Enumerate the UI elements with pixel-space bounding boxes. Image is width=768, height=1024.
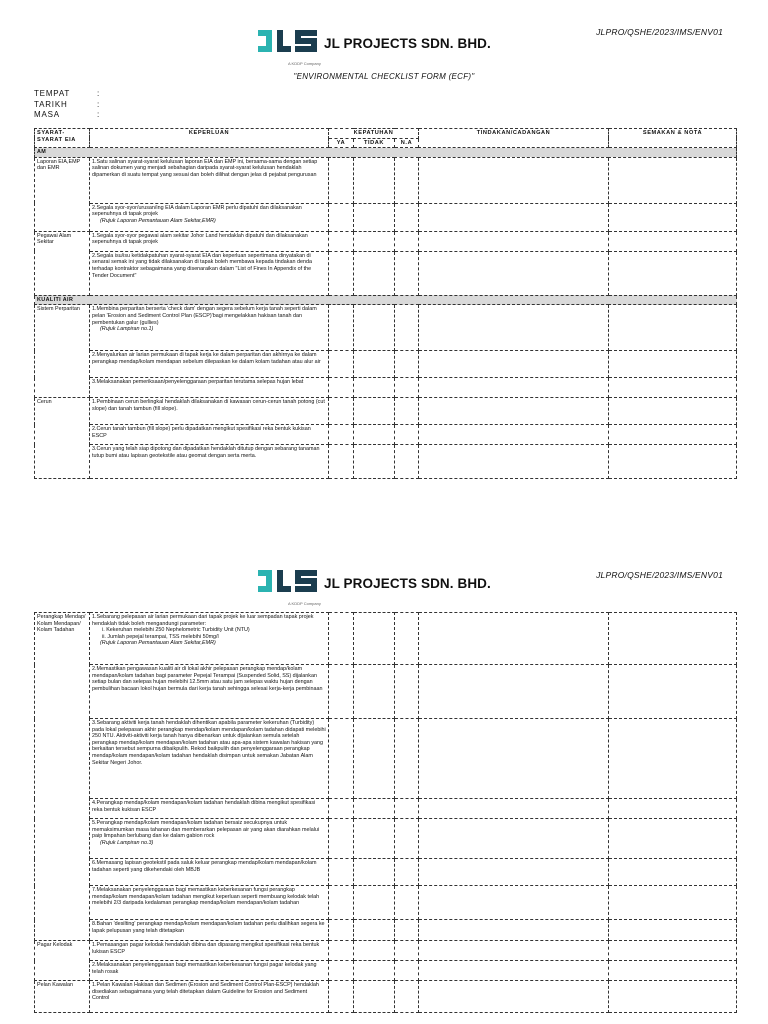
ya-cell[interactable] [329, 231, 354, 251]
section-label: KUALITI AIR [35, 295, 737, 305]
table-row [35, 665, 737, 719]
tidak-cell[interactable] [354, 961, 395, 981]
company-logo [258, 570, 491, 596]
ya-cell[interactable] [329, 251, 354, 295]
semakan-cell[interactable] [609, 859, 737, 886]
tindakan-cell[interactable] [419, 799, 609, 819]
meta-sep: : [97, 110, 101, 119]
form-title: "ENVIRONMENTAL CHECKLIST FORM (ECF)" [293, 72, 475, 81]
company-tagline: A KDDP Company [288, 601, 321, 606]
tindakan-cell[interactable] [419, 378, 609, 398]
requirement-cell: 8.Bahan 'desilting' perangkap mendap/kolam mendapan/kolam tadahan perlu dialihkan segera ke lapak pelupusan yang telah ditetapkan [90, 920, 329, 941]
na-cell[interactable] [395, 799, 419, 819]
ya-cell[interactable] [329, 941, 354, 961]
na-cell[interactable] [395, 251, 419, 295]
company-logo [258, 30, 491, 56]
table-row [35, 157, 737, 203]
document-code: JLPRO/QSHE/2023/IMS/ENV01 [596, 27, 723, 37]
requirement-cell: 2.Cerun tanah tambun (fill slope) perlu dipadatkan mengikut spesifikasi reka bentuk kukisan ESCP [90, 425, 329, 445]
category-cell: Laporan EIA,EMP dan EMR [35, 157, 90, 231]
ya-cell[interactable] [329, 305, 354, 351]
header-tidak: TIDAK [354, 138, 395, 148]
section-am [35, 148, 737, 158]
tindakan-cell[interactable] [419, 961, 609, 981]
semakan-cell[interactable] [609, 305, 737, 351]
tindakan-cell[interactable] [419, 859, 609, 886]
semakan-cell[interactable] [609, 425, 737, 445]
ya-cell[interactable] [329, 378, 354, 398]
table-row [35, 886, 737, 920]
table-row [35, 203, 737, 231]
company-name: JL PROJECTS SDN. BHD. [324, 575, 491, 591]
semakan-cell[interactable] [609, 351, 737, 378]
header-ya: YA [329, 138, 354, 148]
na-cell[interactable] [395, 719, 419, 799]
parameter-item: i. Kekeruhan melebihi 250 Nephelometric Turbidity Unit (NTU) [102, 627, 250, 634]
requirement-cell: 1.Satu salinan syarat-syarat kelulusan laporan EIA dan EMP ini, bersama-sama dengan setiap salinan dokumen yang menjadi sebahagian daripada syarat-syarat kelulusan hendaklah dipamerkan di suatu tempat yang sesuai dan boleh dilihat dengan jelas di pejabat pengurusan [90, 157, 329, 203]
tindakan-cell[interactable] [419, 351, 609, 378]
requirement-cell: 1.Pembinaan cerun berlingkal hendaklah dilaksanakan di kawasan cerun-cerun tanah potong (cut slope) dan tanah tambun (fill slope). [90, 398, 329, 425]
reference-note: (Rujuk Laporan Pemantauan Alam Sekitar,EMR) [100, 217, 216, 224]
tindakan-cell[interactable] [419, 819, 609, 859]
na-cell[interactable] [395, 613, 419, 665]
ya-cell[interactable] [329, 819, 354, 859]
header-na: N.A [395, 138, 419, 148]
section-label: AM [35, 148, 737, 158]
ya-cell[interactable] [329, 961, 354, 981]
requirement-cell: 6.Memasang lapisan geotekstil pada saluk keluar perangkap mendap/kolam mendapan/kolam tadahan seperti yang dikehendaki oleh MBJB [90, 859, 329, 886]
semakan-cell[interactable] [609, 665, 737, 719]
semakan-cell[interactable] [609, 613, 737, 665]
ya-cell[interactable] [329, 157, 354, 203]
semakan-cell[interactable] [609, 799, 737, 819]
meta-tarikh-label: TARIKH [34, 99, 68, 109]
tidak-cell[interactable] [354, 799, 395, 819]
table-row [35, 425, 737, 445]
semakan-cell[interactable] [609, 203, 737, 231]
semakan-cell[interactable] [609, 231, 737, 251]
ya-cell[interactable] [329, 398, 354, 425]
category-cell: Pelan Kawalan [35, 981, 90, 1013]
category-cell: Sistem Perparitan [35, 305, 90, 398]
na-cell[interactable] [395, 378, 419, 398]
na-cell[interactable] [395, 231, 419, 251]
table-row [35, 378, 737, 398]
tidak-cell[interactable] [354, 351, 395, 378]
tindakan-cell[interactable] [419, 886, 609, 920]
form-meta [34, 89, 100, 121]
table-row [35, 398, 737, 425]
ya-cell[interactable] [329, 886, 354, 920]
tidak-cell[interactable] [354, 613, 395, 665]
ya-cell[interactable] [329, 613, 354, 665]
ya-cell[interactable] [329, 445, 354, 479]
requirement-text: 2.Segala syor-syor/urusan/ing EIA dalam Laporan EMR perlu dipatuhi dan dilaksanakan sepenuhnya di tapak projek [92, 204, 302, 218]
tindakan-cell[interactable] [419, 665, 609, 719]
semakan-cell[interactable] [609, 961, 737, 981]
tindakan-cell[interactable] [419, 251, 609, 295]
semakan-cell[interactable] [609, 445, 737, 479]
na-cell[interactable] [395, 351, 419, 378]
na-cell[interactable] [395, 305, 419, 351]
tidak-cell[interactable] [354, 203, 395, 231]
tidak-cell[interactable] [354, 920, 395, 941]
table-row [35, 859, 737, 886]
tidak-cell[interactable] [354, 157, 395, 203]
semakan-cell[interactable] [609, 719, 737, 799]
requirement-cell: 7.Melaksanakan penyelenggaraan bagi memastikan keberkesanan fungsi perangkap mendap/kolam mendapan/kolam tadahan mengikut keperluan seperti membuang kelodak telah melebihi 2/3 daripada kedalaman perangkap mendap/kolam mendapan/kolam tadahan [90, 886, 329, 920]
tidak-cell[interactable] [354, 719, 395, 799]
tidak-cell[interactable] [354, 231, 395, 251]
table-row [35, 920, 737, 941]
tindakan-cell[interactable] [419, 981, 609, 1013]
tindakan-cell[interactable] [419, 445, 609, 479]
semakan-cell[interactable] [609, 981, 737, 1013]
tindakan-cell[interactable] [419, 157, 609, 203]
table-row [35, 351, 737, 378]
meta-masa-label: MASA [34, 110, 60, 119]
tindakan-cell[interactable] [419, 398, 609, 425]
tidak-cell[interactable] [354, 819, 395, 859]
requirement-cell [90, 819, 329, 859]
tidak-cell[interactable] [354, 886, 395, 920]
requirement-cell: 2.Melaksanakan penyelenggaraan bagi memastikan keberkesanan fungsi pagar kelodak yang telah rosak [90, 961, 329, 981]
na-cell[interactable] [395, 398, 419, 425]
company-name: JL PROJECTS SDN. BHD. [324, 35, 491, 51]
na-cell[interactable] [395, 920, 419, 941]
requirement-text: 5.Perangkap mendap/kolam mendapan/kolam tadahan bersaiz secukupnya untuk memaksimumkan masa tahanan dan memberarkan pelepasan air yang akan diarahkan melalui paip limpahan berlubang dan ke dalam gabion rock [92, 820, 320, 840]
na-cell[interactable] [395, 157, 419, 203]
ya-cell[interactable] [329, 859, 354, 886]
category-cell: Pagar Kelodak [35, 941, 90, 981]
na-cell[interactable] [395, 445, 419, 479]
requirement-cell: 1.Segala syor-syor pegawai alam sekitar Johor Land hendaklah dipatuhi dan dilaksanakan sepenuhnya di tapak projek [90, 231, 329, 251]
na-cell[interactable] [395, 425, 419, 445]
form-page-2 [0, 560, 768, 1024]
na-cell[interactable] [395, 941, 419, 961]
semakan-cell[interactable] [609, 398, 737, 425]
ya-cell[interactable] [329, 920, 354, 941]
header-syarat: SYARAT-SYARAT EIA [35, 129, 90, 148]
category-cell: Cerun [35, 398, 90, 479]
tindakan-cell[interactable] [419, 425, 609, 445]
requirement-cell: 2.Segala isu/isu ketidakpatuhan syarat-syarat EIA dan keperluan sepertimana dinyatakan di senarai semak ini yang tidak dilaksanakan di tapak boleh membawa kepada tindakan denda terhadap kontraktor sebagaimana yang disenaraikan dalam "List of Fines In Appendix of the Tender Document" [90, 251, 329, 295]
na-cell[interactable] [395, 961, 419, 981]
tindakan-cell[interactable] [419, 719, 609, 799]
tidak-cell[interactable] [354, 445, 395, 479]
tidak-cell[interactable] [354, 305, 395, 351]
tidak-cell[interactable] [354, 378, 395, 398]
semakan-cell[interactable] [609, 157, 737, 203]
requirement-cell: 3.Cerun yang telah siap dipotong dan dipadatkan hendaklah ditutup dengan sebarang tanaman tutup bumi atau lapisan geotekstile atau geomat dengan serta merta. [90, 445, 329, 479]
semakan-cell[interactable] [609, 251, 737, 295]
na-cell[interactable] [395, 886, 419, 920]
requirement-cell: 3.Sebarang aktiviti kerja tanah hendaklah dihentikan apabila parameter kekeruhan (Turbidity) pada lokal pelepasan akhir perangkap mendap/kolam mendapan/kolam tadahan didapati melebihi 250 NTU. Aktiviti-aktiviti kerja tanah hanya dibenarkan untuk dijalankan semula setelah perangkap mendap/kolam mendapan/kolam tadahan atau apa-apa sistem kawalan hakisan yang berkaitan tersebut sempurna dibaikpulih. Rekod baikpulih dan penyelenggaraan perangkap mendap/kolam mendapan/kolam tadahan hendaklah disimpan untuk semakan Jabatan Alam Sekitar Negeri Johor. [90, 719, 329, 799]
tidak-cell[interactable] [354, 941, 395, 961]
semakan-cell[interactable] [609, 920, 737, 941]
requirement-cell [90, 203, 329, 231]
ya-cell[interactable] [329, 799, 354, 819]
table-row [35, 981, 737, 1013]
tidak-cell[interactable] [354, 251, 395, 295]
header-tindakan: TINDAKAN/CADANGAN [419, 129, 609, 148]
jl-logo-icon [258, 570, 318, 596]
table-row [35, 819, 737, 859]
table-row [35, 799, 737, 819]
checklist-table-1 [34, 128, 737, 479]
tindakan-cell[interactable] [419, 920, 609, 941]
table-row [35, 445, 737, 479]
ya-cell[interactable] [329, 981, 354, 1013]
tindakan-cell[interactable] [419, 305, 609, 351]
tidak-cell[interactable] [354, 398, 395, 425]
meta-sep: : [97, 99, 101, 109]
tidak-cell[interactable] [354, 859, 395, 886]
meta-tempat-label: TEMPAT [34, 89, 71, 98]
requirement-cell: 2.Memastikan pengawasan kualiti air di lokal akhir pelepasan perangkap mendap/kolam mendapan/kolam tadahan bagi parameter Pepejal Terampai (Suspended Solid, SS) dijalankan setiap bulan dan selepas hujan melebihi 12.5mm atau satu jam selepas waktu hujan dengan pembulihan bacaan lokol hujan bermula dari kerja tanah sehingga selesai kerja-kerja pembinaan [90, 665, 329, 719]
header-semakan: SEMAKAN & NOTA [609, 129, 737, 148]
company-tagline: A KDDP Company [288, 61, 321, 66]
tidak-cell[interactable] [354, 665, 395, 719]
header-kepatuhan: KEPATUHAN [329, 129, 419, 139]
jl-logo-icon [258, 30, 318, 56]
tidak-cell[interactable] [354, 981, 395, 1013]
tindakan-cell[interactable] [419, 613, 609, 665]
semakan-cell[interactable] [609, 941, 737, 961]
requirement-cell: 1.Pelan Kawalan Hakisan dan Sedimen (Erosion and Sediment Control Plan-ESCP) hendaklah disediakan sebagaimana yang telah ditetapkan dalam Guideline for Erosion and Sediment Control [90, 981, 329, 1013]
na-cell[interactable] [395, 981, 419, 1013]
table-row [35, 305, 737, 351]
reference-note: (Rujuk Lampiran no.1) [100, 326, 154, 333]
ya-cell[interactable] [329, 665, 354, 719]
requirement-cell: 4.Perangkap mendap/kolam mendapan/kolam tadahan hendaklah dibina mengikut spesifikasi reka bentuk kukisan ESCP [90, 799, 329, 819]
meta-sep: : [97, 89, 101, 98]
tindakan-cell[interactable] [419, 203, 609, 231]
tindakan-cell[interactable] [419, 231, 609, 251]
table-row [35, 251, 737, 295]
semakan-cell[interactable] [609, 886, 737, 920]
requirement-cell: 2.Menyalurkan air larian permukaan di tapak kerja ke dalam perparitan dan akhirnya ke dalam perangkap mendap/kolam mendapan sebelum dilepaskan ke dalam kolam tadahan atau alur air [90, 351, 329, 378]
checklist-table-2 [34, 612, 737, 1013]
ya-cell[interactable] [329, 203, 354, 231]
semakan-cell[interactable] [609, 819, 737, 859]
na-cell[interactable] [395, 203, 419, 231]
table-row [35, 231, 737, 251]
table-row [35, 941, 737, 961]
table-row [35, 961, 737, 981]
reference-note: (Rujuk Lampiran no.3) [100, 839, 154, 846]
tidak-cell[interactable] [354, 425, 395, 445]
requirement-text: 1.Sebarang pelepasan air larian permukaan dari tapak projek ke luar sempadan tapak projek hendaklah tidak boleh mengandungi parameter: [92, 614, 314, 627]
parameter-item: ii. Jumlah pepejal terampai, TSS melebihi 50mg/l [102, 633, 219, 640]
na-cell[interactable] [395, 665, 419, 719]
na-cell[interactable] [395, 859, 419, 886]
requirement-cell [90, 305, 329, 351]
table-row [35, 719, 737, 799]
category-cell: Pegawai Alam Sekitar [35, 231, 90, 295]
tindakan-cell[interactable] [419, 941, 609, 961]
requirement-cell [90, 613, 329, 665]
document-code: JLPRO/QSHE/2023/IMS/ENV01 [596, 570, 723, 580]
ya-cell[interactable] [329, 351, 354, 378]
reference-note: (Rujuk Laporan Pemantauan Alam Sekitar,EMR) [100, 640, 216, 647]
requirement-cell: 3.Melaksanakan pemeriksaan/penyelenggaraan perparitan terutama selepas hujan lebat [90, 378, 329, 398]
header-keperluan: KEPERLUAN [90, 129, 329, 148]
na-cell[interactable] [395, 819, 419, 859]
ya-cell[interactable] [329, 719, 354, 799]
semakan-cell[interactable] [609, 378, 737, 398]
table-row [35, 613, 737, 665]
requirement-text: 1.Membina perparitan berserta 'check dam' dengan segera sebelum kerja tanah seperti dalam pelan 'Erosion and Sediment Control Plan (ESCP)'bagi mengelakkan hakisan tanah dan pembentukan galur (gullies) [92, 306, 317, 326]
category-cell: Perangkap Mendap/ Kolam Mendapan/ Kolam Tadahan [35, 613, 90, 941]
section-kualiti-air [35, 295, 737, 305]
ya-cell[interactable] [329, 425, 354, 445]
table-header-row [35, 129, 737, 139]
requirement-cell: 1.Pemasangan pagar kelodak hendaklah dibina dan dipasang mengikut spesifikasi reka bentuk lukisan ESCP [90, 941, 329, 961]
